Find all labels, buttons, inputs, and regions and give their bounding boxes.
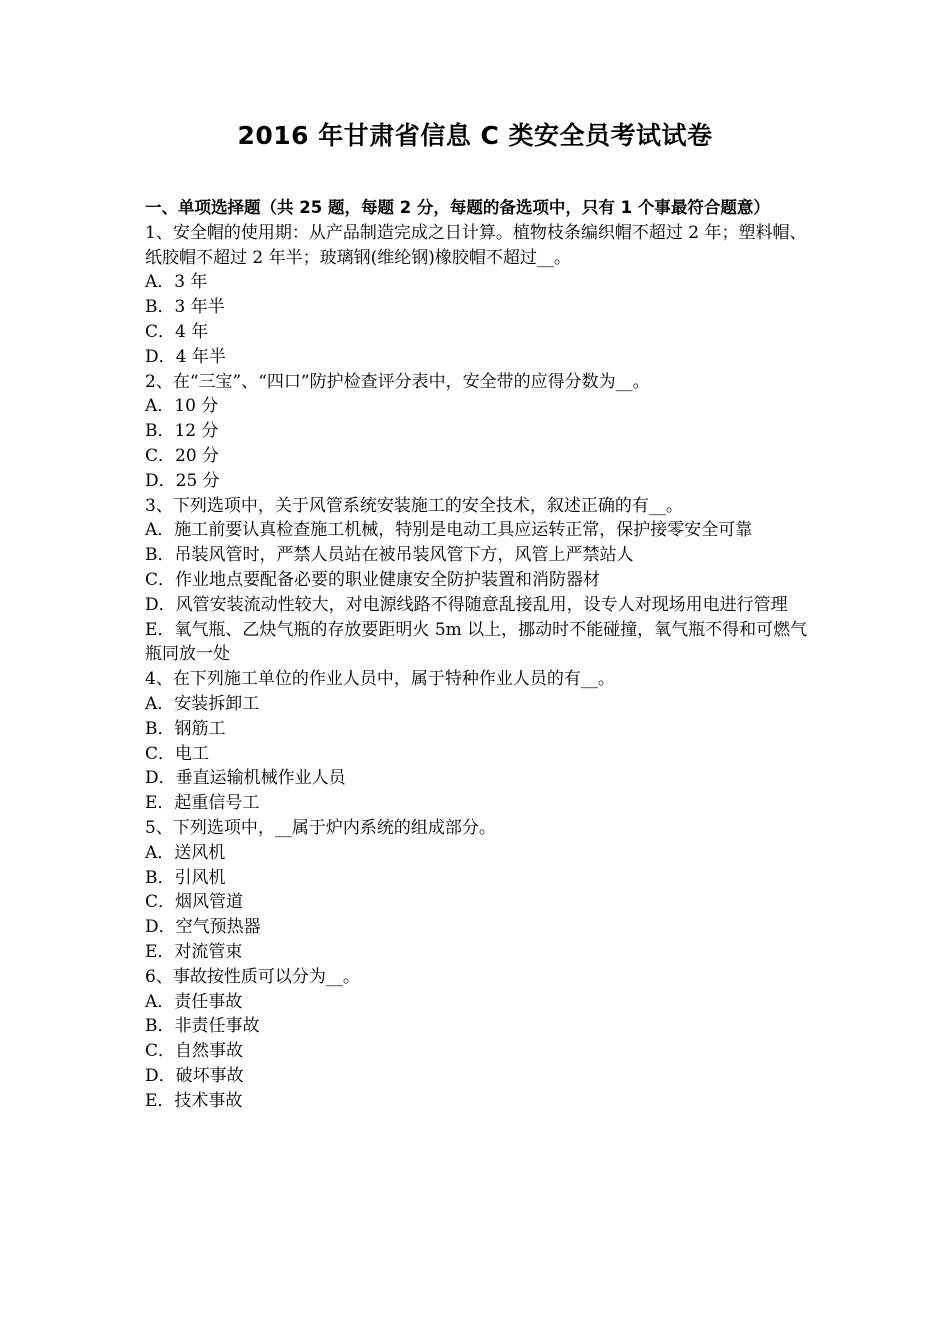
exam-content xyxy=(145,196,810,1113)
option-c: C．烟风管道 xyxy=(145,892,244,913)
question-stem: 5、下列选项中，__属于炉内系统的组成部分。 xyxy=(145,817,496,838)
option-a: A．送风机 xyxy=(145,842,226,863)
option-a: A．10 分 xyxy=(145,396,219,417)
question-1 xyxy=(145,221,810,370)
option-b: B．3 年半 xyxy=(145,297,225,318)
question-stem: 3、下列选项中，关于风管系统安装施工的安全技术，叙述正确的有__。 xyxy=(145,495,683,516)
question-stem: 6、事故按性质可以分为__。 xyxy=(145,966,360,987)
page-title: 2016 年甘肃省信息 C 类安全员考试试卷 xyxy=(237,121,713,150)
option-c: C．4 年 xyxy=(145,321,209,342)
option-b: B．钢筋工 xyxy=(145,718,226,739)
option-b: B．引风机 xyxy=(145,867,226,888)
question-stem: 1、安全帽的使用期：从产品制造完成之日计算。植物枝条编织帽不超过 2 年；塑料帽、纸胶帽不超过 2 年半；玻璃钢(维纶钢)橡胶帽不超过__。 xyxy=(145,222,807,268)
option-e: E．技术事故 xyxy=(145,1090,243,1111)
option-e: E．起重信号工 xyxy=(145,793,260,814)
option-c: C．20 分 xyxy=(145,445,220,466)
option-e: E．对流管束 xyxy=(145,941,243,962)
option-d: D．垂直运输机械作业人员 xyxy=(145,768,346,789)
question-3 xyxy=(145,494,810,668)
option-d: D．4 年半 xyxy=(145,346,226,367)
question-2 xyxy=(145,370,810,494)
option-a: A．施工前要认真检查施工机械，特别是电动工具应运转正常，保护接零安全可靠 xyxy=(145,520,753,541)
option-b: B．12 分 xyxy=(145,421,219,442)
option-a: A．安装拆卸工 xyxy=(145,693,260,714)
question-stem: 4、在下列施工单位的作业人员中，属于特种作业人员的有__。 xyxy=(145,669,615,690)
option-a: A．责任事故 xyxy=(145,991,243,1012)
option-c: C．自然事故 xyxy=(145,1041,244,1062)
question-stem: 2、在“三宝”、“四口”防护检查评分表中，安全带的应得分数为__。 xyxy=(145,371,650,392)
section-heading: 一、单项选择题（共 25 题，每题 2 分，每题的备选项中，只有 1 个事最符合题意） xyxy=(145,198,770,217)
option-d: D．风管安装流动性较大，对电源线路不得随意乱接乱用，设专人对现场用电进行管理 xyxy=(145,594,788,615)
question-4 xyxy=(145,667,810,816)
option-c: C．电工 xyxy=(145,743,210,764)
question-5 xyxy=(145,816,810,965)
option-d: D．破坏事故 xyxy=(145,1065,244,1086)
option-b: B．吊装风管时，严禁人员站在被吊装风管下方，风管上严禁站人 xyxy=(145,545,634,566)
option-b: B．非责任事故 xyxy=(145,1016,260,1037)
option-d: D．25 分 xyxy=(145,470,220,491)
option-c: C．作业地点要配备必要的职业健康安全防护装置和消防器材 xyxy=(145,569,601,590)
option-e: E．氧气瓶、乙炔气瓶的存放要距明火 5m 以上，挪动时不能碰撞，氧气瓶不得和可燃气瓶同放一处 xyxy=(145,619,808,665)
option-d: D．空气预热器 xyxy=(145,917,261,938)
question-6 xyxy=(145,965,810,1114)
option-a: A．3 年 xyxy=(145,272,208,293)
